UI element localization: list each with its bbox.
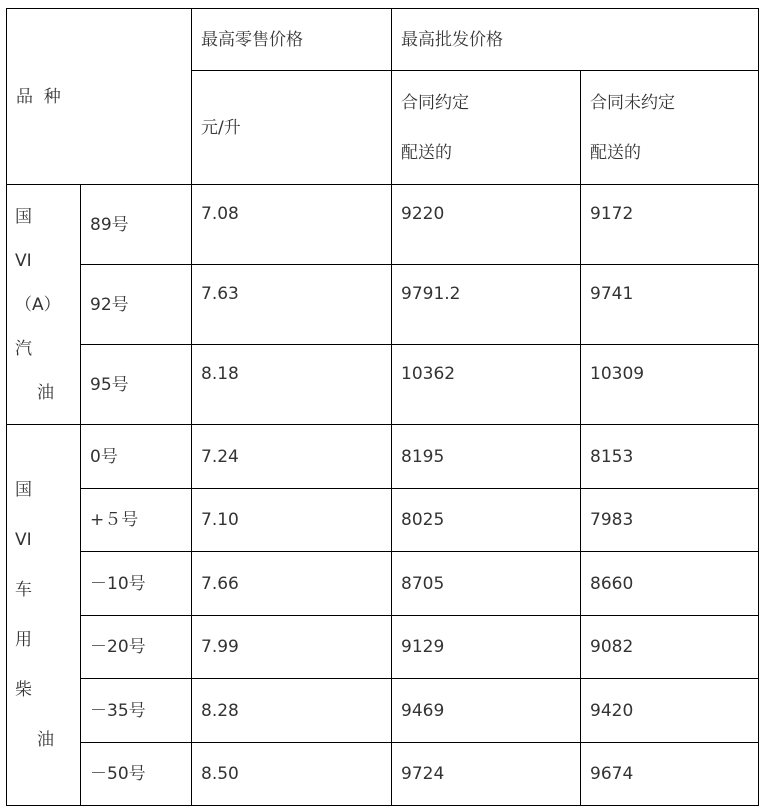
retail-price: 7.24: [201, 446, 239, 467]
diesel-row: [7, 552, 759, 616]
grade-text: －35号: [90, 700, 146, 721]
grade-text: 89号: [90, 214, 129, 235]
no-contract-price: 7983: [590, 510, 634, 530]
diesel-label-char: 柴: [15, 680, 32, 700]
header-row-1: [7, 9, 759, 71]
retail-price: 7.99: [201, 637, 239, 657]
diesel-label-char: 油: [37, 730, 54, 750]
contract-price-cell: [392, 425, 581, 489]
retail-price: 7.10: [201, 510, 239, 530]
grade-cell: [81, 345, 192, 425]
retail-price: 8.50: [201, 764, 239, 784]
grade-cell: [81, 185, 192, 265]
contract-price: 8025: [401, 510, 445, 530]
contract-price-cell: [392, 552, 581, 616]
grade-text: －20号: [90, 637, 146, 657]
diesel-category-label: [7, 425, 81, 806]
no-contract-price-cell: [581, 345, 759, 425]
retail-max-header: [192, 9, 392, 71]
diesel-label-char: VI: [15, 530, 32, 550]
contract-price-cell: [392, 345, 581, 425]
grade-text: +５号: [90, 510, 139, 530]
grade-text: 92号: [90, 294, 129, 315]
grade-cell: [81, 743, 192, 806]
retail-price-cell: [192, 265, 392, 345]
variety-header: [7, 9, 192, 185]
retail-max-header-text: 最高零售价格: [201, 29, 303, 50]
diesel-row: [7, 489, 759, 552]
gasoline-row: [7, 185, 759, 265]
contract-price: 10362: [401, 364, 456, 384]
retail-price: 8.28: [201, 700, 239, 721]
no-contract-header-line2: 配送的: [590, 142, 641, 163]
diesel-label-char: 国: [15, 480, 32, 500]
gasoline-label-char: 油: [37, 382, 54, 403]
diesel-label-char: 用: [15, 630, 32, 650]
no-contract-price-cell: [581, 743, 759, 806]
gasoline-row: [7, 345, 759, 425]
grade-cell: [81, 489, 192, 552]
gasoline-label-char: （A）: [15, 294, 61, 315]
grade-text: 0号: [90, 446, 118, 467]
retail-price-cell: [192, 489, 392, 552]
grade-cell: [81, 265, 192, 345]
grade-cell: [81, 679, 192, 743]
wholesale-max-header-text: 最高批发价格: [401, 29, 503, 50]
retail-price-cell: [192, 185, 392, 265]
no-contract-price: 8660: [590, 573, 634, 594]
retail-price-cell: [192, 345, 392, 425]
retail-price-cell: [192, 425, 392, 489]
retail-price: 7.66: [201, 573, 239, 594]
diesel-row: [7, 616, 759, 679]
contract-header-line1: 合同约定: [401, 92, 469, 113]
no-contract-price-cell: [581, 552, 759, 616]
no-contract-price: 9420: [590, 700, 634, 721]
contract-price: 9129: [401, 637, 445, 657]
contract-price-cell: [392, 679, 581, 743]
no-contract-price: 9172: [590, 204, 634, 224]
unit-header: [192, 71, 392, 185]
grade-text: 95号: [90, 374, 129, 395]
diesel-row: [7, 743, 759, 806]
contract-price: 9220: [401, 204, 445, 224]
diesel-label-char: 车: [15, 580, 32, 600]
variety-header-text: 品 种: [16, 86, 61, 107]
contract-price: 9724: [401, 764, 445, 784]
gasoline-label-char: 汽: [15, 338, 32, 359]
grade-cell: [81, 616, 192, 679]
contract-price: 9791.2: [401, 284, 461, 304]
contract-price: 9469: [401, 700, 445, 721]
no-contract-price: 8153: [590, 446, 634, 467]
diesel-row: [7, 679, 759, 743]
grade-text: －50号: [90, 764, 146, 784]
fuel-price-table: [6, 8, 759, 806]
contract-price-cell: [392, 265, 581, 345]
contract-price-cell: [392, 743, 581, 806]
no-contract-price-cell: [581, 425, 759, 489]
retail-price-cell: [192, 743, 392, 806]
no-contract-price-cell: [581, 616, 759, 679]
wholesale-max-header: [392, 9, 759, 71]
grade-cell: [81, 425, 192, 489]
no-contract-price: 10309: [590, 364, 645, 384]
retail-price-cell: [192, 679, 392, 743]
retail-price-cell: [192, 552, 392, 616]
no-contract-price-cell: [581, 265, 759, 345]
no-contract-price: 9674: [590, 764, 634, 784]
unit-header-text: 元/升: [201, 117, 241, 138]
gasoline-label-char: VI: [15, 250, 32, 271]
retail-price: 7.08: [201, 204, 239, 224]
gasoline-label-char: 国: [15, 206, 32, 227]
contract-header-line2: 配送的: [401, 142, 452, 163]
retail-price: 7.63: [201, 284, 239, 304]
no-contract-price: 9082: [590, 637, 634, 657]
retail-price: 8.18: [201, 364, 239, 384]
contract-price-cell: [392, 489, 581, 552]
no-contract-header: [581, 71, 759, 185]
no-contract-price-cell: [581, 489, 759, 552]
contract-price-cell: [392, 616, 581, 679]
contract-price-cell: [392, 185, 581, 265]
no-contract-header-line1: 合同未约定: [590, 92, 675, 113]
retail-price-cell: [192, 616, 392, 679]
contract-price: 8195: [401, 446, 445, 467]
diesel-row: [7, 425, 759, 489]
no-contract-price: 9741: [590, 284, 634, 304]
contract-header: [392, 71, 581, 185]
grade-cell: [81, 552, 192, 616]
gasoline-row: [7, 265, 759, 345]
grade-text: －10号: [90, 573, 146, 594]
gasoline-category-label: [7, 185, 81, 425]
no-contract-price-cell: [581, 679, 759, 743]
contract-price: 8705: [401, 573, 445, 594]
no-contract-price-cell: [581, 185, 759, 265]
